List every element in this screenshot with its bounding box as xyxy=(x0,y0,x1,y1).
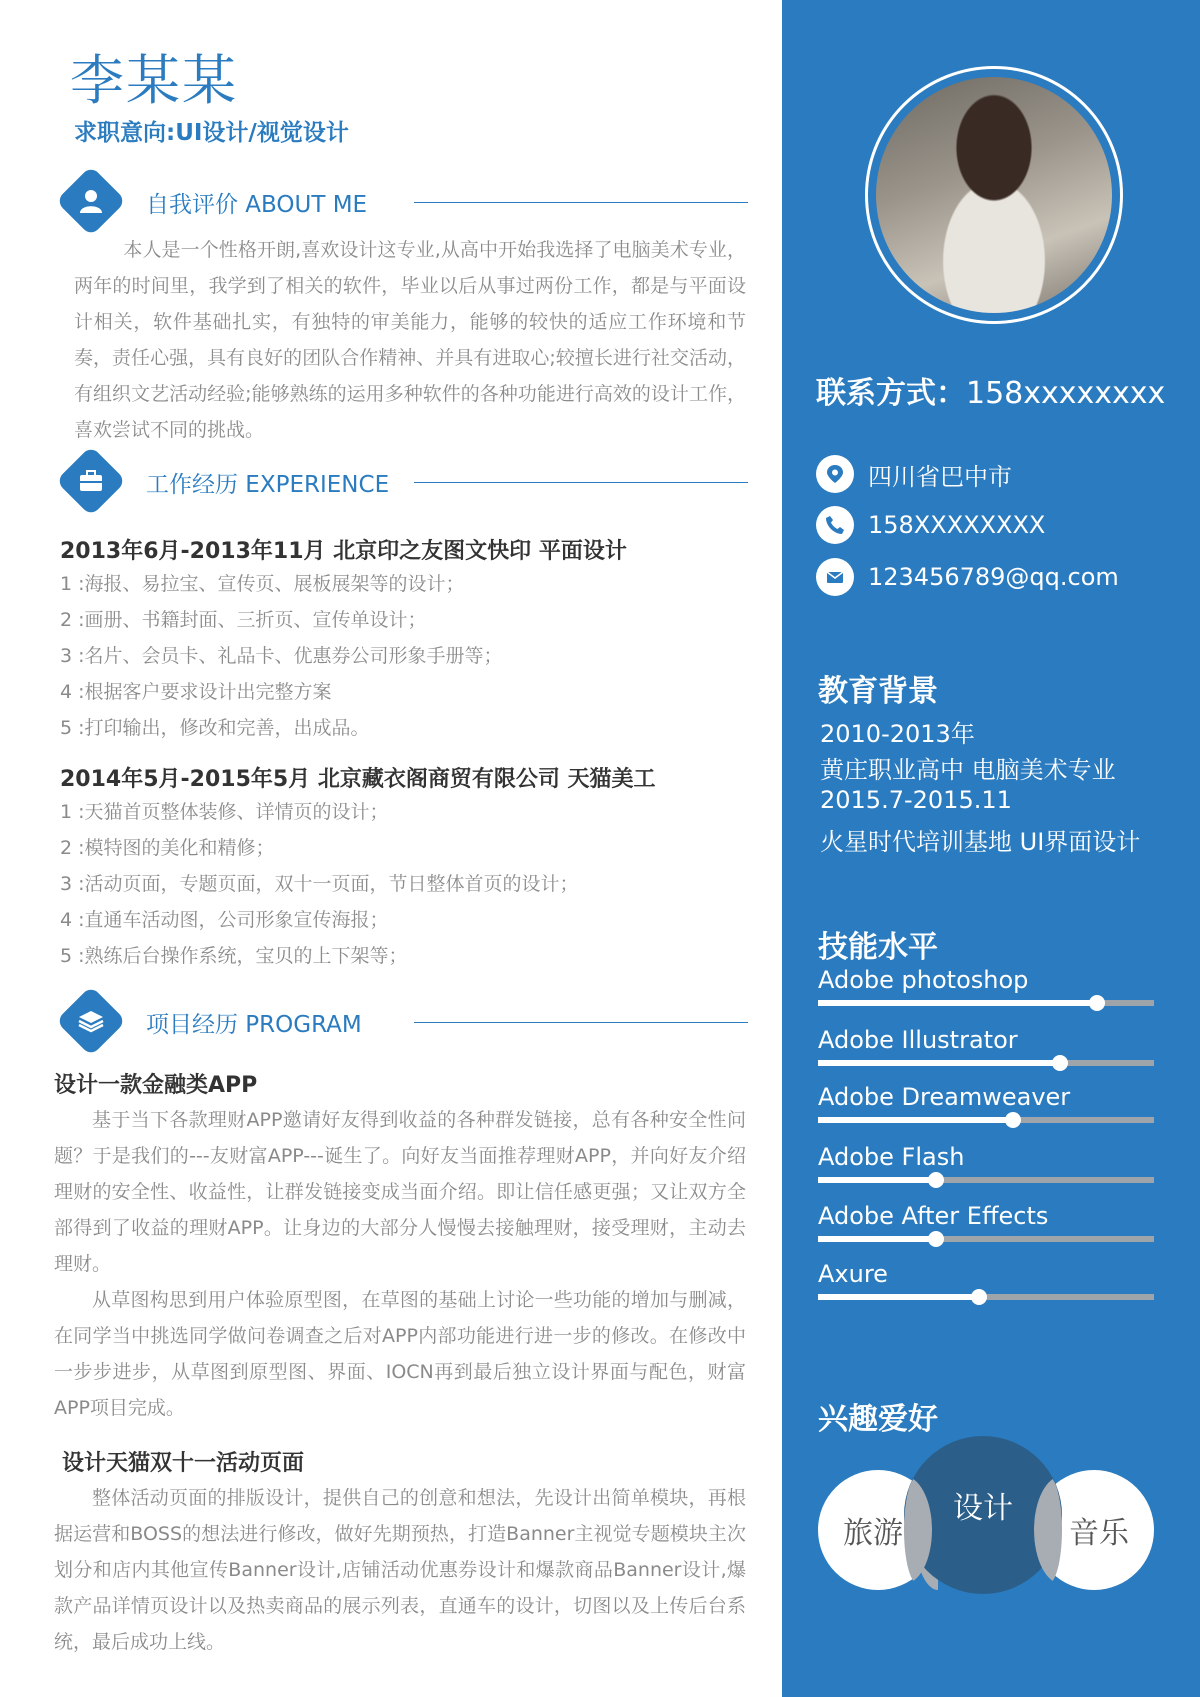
skill-bar xyxy=(818,1236,1154,1242)
skill-knob xyxy=(971,1289,987,1305)
phone-icon xyxy=(816,506,854,544)
education-line: 2010-2013年 xyxy=(820,720,975,748)
list-item: 1 :天猫首页整体装修、详情页的设计； xyxy=(60,801,389,823)
project-1-title: 设计一款金融类APP xyxy=(54,1073,258,1098)
skill-bar xyxy=(818,1294,1154,1300)
skill-bar xyxy=(818,1177,1154,1183)
skills-heading: 技能水平 xyxy=(818,930,938,965)
project-2-text xyxy=(54,1480,746,1660)
phone-row xyxy=(816,505,1045,545)
skill-bar xyxy=(818,1117,1154,1123)
skill-row xyxy=(818,1143,1154,1183)
list-item: 3 :名片、会员卡、礼品卡、优惠券公司形象手册等； xyxy=(60,645,503,667)
skill-fill xyxy=(818,1117,1013,1123)
skill-label: Adobe Flash xyxy=(818,1143,965,1171)
skill-knob xyxy=(928,1172,944,1188)
location-text: 四川省巴中市 xyxy=(868,462,1012,491)
experience-title: 工作经历 EXPERIENCE xyxy=(146,472,390,498)
list-item: 5 :熟练后台操作系统，宝贝的上下架等； xyxy=(60,945,408,967)
project-2-paragraph-1: 整体活动页面的排版设计，提供自己的创意和想法，先设计出简单模块，再根据运营和BOSS的想法进行修改，做好先期预热，打造Banner主视觉专题模块主次划分和店内其他宣传Banner设计,店铺活动优惠券设计和爆款商品Banner设计,爆款产品详情页设计以及热卖商品的展示列表，直通车的设计，切图以及上传后台系统，最后成功上线。 xyxy=(54,1487,746,1653)
job-1-list xyxy=(60,566,503,746)
skill-knob xyxy=(1005,1112,1021,1128)
candidate-name: 李某某 xyxy=(70,49,238,112)
education-heading: 教育背景 xyxy=(818,674,938,709)
contact-heading: 联系方式：158xxxxxxxx xyxy=(816,376,1166,411)
about-section-header xyxy=(58,172,748,232)
mail-icon xyxy=(816,558,854,596)
skill-fill xyxy=(818,1177,936,1183)
experience-section-header xyxy=(58,452,748,512)
skill-fill xyxy=(818,1000,1097,1006)
skill-row xyxy=(818,1083,1154,1123)
user-icon xyxy=(66,176,116,226)
skill-fill xyxy=(818,1060,1060,1066)
location-pin-icon xyxy=(816,455,854,493)
skill-bar xyxy=(818,1000,1154,1006)
list-item: 3 :活动页面，专题页面，双十一页面，节日整体首页的设计； xyxy=(60,873,579,895)
skill-label: Adobe After Effects xyxy=(818,1202,1049,1230)
skill-bar xyxy=(818,1060,1154,1066)
layers-icon xyxy=(66,996,116,1046)
about-text: 本人是一个性格开朗,喜欢设计这专业,从高中开始我选择了电脑美术专业，两年的时间里，我学到了相关的软件，毕业以后从事过两份工作，都是与平面设计相关，软件基础扎实，有独特的审美能力，能够的较快的适应工作环境和节奏，责任心强，具有良好的团队合作精神、并具有进取心;较擅长进行社交活动，有组织文艺活动经验;能够熟练的运用多种软件的各种功能进行高效的设计工作，喜欢尝试不同的挑战。 xyxy=(74,239,746,441)
skill-label: Adobe Illustrator xyxy=(818,1026,1018,1054)
list-item: 2 :画册、书籍封面、三折页、宣传单设计； xyxy=(60,609,427,631)
briefcase-icon xyxy=(66,456,116,506)
skill-row xyxy=(818,1260,1154,1300)
list-item: 4 :直通车活动图，公司形象宣传海报； xyxy=(60,909,389,931)
sidebar xyxy=(782,0,1200,1697)
job-2-list xyxy=(60,794,579,974)
hobby-travel: 旅游 xyxy=(818,1470,938,1590)
program-title: 项目经历 PROGRAM xyxy=(146,1012,362,1038)
skill-row xyxy=(818,966,1154,1006)
program-section-header xyxy=(58,992,748,1052)
list-item: 1 :海报、易拉宝、宣传页、展板展架等的设计； xyxy=(60,573,465,595)
education-line: 2015.7-2015.11 xyxy=(820,786,1012,814)
email-row xyxy=(816,557,1119,597)
skill-label: Axure xyxy=(818,1260,888,1288)
skill-label: Adobe photoshop xyxy=(818,966,1029,994)
skill-row xyxy=(818,1026,1154,1066)
avatar xyxy=(876,77,1112,313)
education-line: 黄庄职业高中 电脑美术专业 xyxy=(820,756,1116,784)
email-text: 123456789@qq.com xyxy=(868,563,1119,591)
hobbies-heading: 兴趣爱好 xyxy=(818,1402,938,1437)
hobby-design: 设计 xyxy=(904,1436,1062,1594)
skill-fill xyxy=(818,1236,936,1242)
project-2-title: 设计天猫双十一活动页面 xyxy=(62,1451,305,1476)
skill-knob xyxy=(928,1231,944,1247)
job-2-title: 2014年5月-2015年5月 北京藏衣阁商贸有限公司 天猫美工 xyxy=(60,767,656,792)
hobby-music: 音乐 xyxy=(1034,1470,1154,1590)
job-intent: 求职意向:UI设计/视觉设计 xyxy=(74,120,349,146)
list-item: 5 :打印输出，修改和完善，出成品。 xyxy=(60,717,370,739)
job-1-title: 2013年6月-2013年11月 北京印之友图文快印 平面设计 xyxy=(60,539,627,564)
list-item: 2 :模特图的美化和精修； xyxy=(60,837,275,859)
project-1-text xyxy=(54,1102,746,1426)
contact-number: 158xxxxxxxx xyxy=(966,376,1166,411)
skill-knob xyxy=(1089,995,1105,1011)
skill-knob xyxy=(1052,1055,1068,1071)
education-line: 火星时代培训基地 UI界面设计 xyxy=(820,828,1141,856)
skill-row xyxy=(818,1202,1154,1242)
project-1-paragraph-1: 基于当下各款理财APP邀请好友得到收益的各种群发链接，总有各种安全性问题？于是我们的---友财富APP---诞生了。向好友当面推荐理财APP，并向好友介绍理财的安全性、收益性，让群发链接变成当面介绍。即让信任感更强；又让双方全部得到了收益的理财APP。让身边的大部分人慢慢去接触理财，接受理财，主动去理财。 xyxy=(54,1109,746,1275)
phone-text: 158XXXXXXXX xyxy=(868,511,1046,539)
location-row xyxy=(816,454,1012,494)
project-1-paragraph-2: 从草图构思到用户体验原型图，在草图的基础上讨论一些功能的增加与删减，在同学当中挑选同学做问卷调查之后对APP内部功能进行进一步的修改。在修改中一步步进步，从草图到原型图、界面、IOCN再到最后独立设计界面与配色，财富APP项目完成。 xyxy=(54,1289,746,1419)
about-title: 自我评价 ABOUT ME xyxy=(146,192,368,218)
list-item: 4 :根据客户要求设计出完整方案 xyxy=(60,681,332,703)
skill-fill xyxy=(818,1294,979,1300)
skill-label: Adobe Dreamweaver xyxy=(818,1083,1071,1111)
